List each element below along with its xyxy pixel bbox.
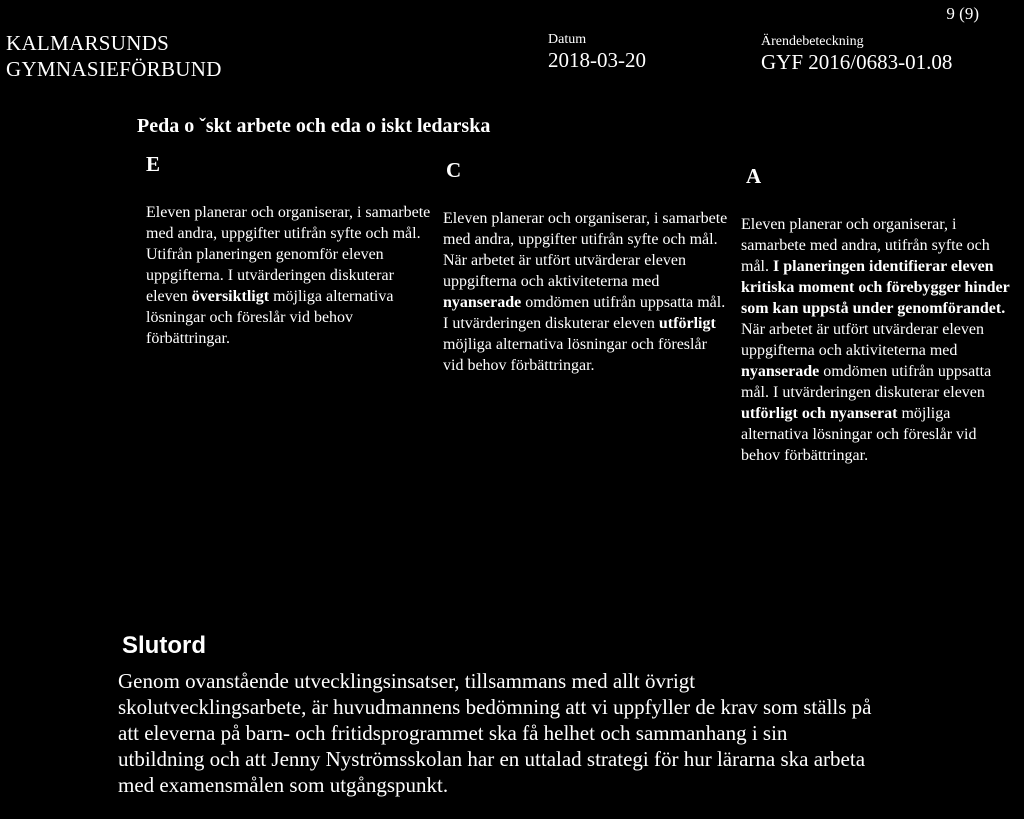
case-number: GYF 2016/0683-01.08 — [761, 50, 953, 74]
criteria-text: möjliga alternativa lösningar och föreslår vid behov förbättringar. — [146, 288, 394, 347]
closing-title: Slutord — [122, 632, 206, 659]
case-block — [761, 34, 952, 75]
grade-c-label: C — [446, 158, 462, 182]
criteria-emphasis: nyanserade — [443, 294, 522, 311]
criteria-text: Eleven planerar och organiserar, i samarbete med andra, uppgifter utifrån syfte och mål. Utifrån planeringen genomför eleven uppgifterna. I utvärderingen diskuterar eleven — [146, 204, 431, 305]
grade-e-criteria — [146, 202, 431, 349]
case-label: Ärendebeteckning — [761, 34, 864, 49]
grade-a-criteria — [741, 214, 1016, 466]
grade-a-label: A — [746, 164, 762, 188]
date-label: Datum — [548, 32, 587, 47]
criteria-emphasis: nyanserade — [741, 363, 820, 380]
grade-e-label: E — [146, 152, 161, 176]
criteria-text: Eleven planerar och organiserar, i samarbete med andra, uppgifter utifrån syfte och mål. När arbetet är utfört utvärderar eleven uppgifterna och aktiviteterna med — [443, 210, 728, 290]
criteria-emphasis: utförligt — [658, 315, 716, 332]
criteria-text: Eleven planerar och organiserar, i samarbete med andra, utifrån syfte och mål. — [741, 216, 990, 275]
organization-name — [6, 30, 222, 82]
criteria-text: När arbetet är utfört utvärderar eleven uppgifterna och aktiviteterna med — [741, 321, 984, 359]
date-block — [548, 32, 646, 73]
criteria-emphasis: I planeringen identifierar eleven kritiska moment och förebygger hinder som kan uppstå under genomförandet. — [741, 258, 1010, 317]
criteria-text: möjliga alternativa lösningar och föreslår vid behov förbättringar. — [443, 336, 707, 374]
org-name-line2: GYMNASIEFÖRBUND — [6, 57, 222, 81]
org-name-line1: KALMARSUNDS — [6, 31, 170, 55]
criteria-emphasis: översiktligt — [191, 288, 270, 305]
criteria-text: omdömen utifrån uppsatta mål. I utvärderingen diskuterar eleven — [443, 294, 726, 332]
criteria-emphasis: utförligt och nyanserat — [741, 405, 898, 422]
grade-c-criteria — [443, 208, 728, 376]
page-number: 9 (9) — [946, 4, 979, 23]
date-value: 2018-03-20 — [548, 48, 646, 72]
criteria-text: möjliga alternativa lösningar och föreslår vid behov förbättringar. — [741, 405, 977, 464]
section-heading: Peda o ˇskt arbete och eda o iskt ledarska — [137, 115, 491, 137]
criteria-text: omdömen utifrån uppsatta mål. I utvärderingen diskuterar eleven — [741, 363, 992, 401]
closing-paragraph: Genom ovanstående utvecklingsinsatser, tillsammans med allt övrigt skolutvecklingsarbete, är huvudmannens bedömning att vi uppfyller de krav som ställs på att eleverna på barn- och fritidsprogrammet ska få helhet och sammanhang i sin utbildning och att Jenny Nyströmsskolan har en uttalad strategi för hur lärarna ska arbeta med examensmålen som utgångspunkt. — [118, 669, 872, 797]
